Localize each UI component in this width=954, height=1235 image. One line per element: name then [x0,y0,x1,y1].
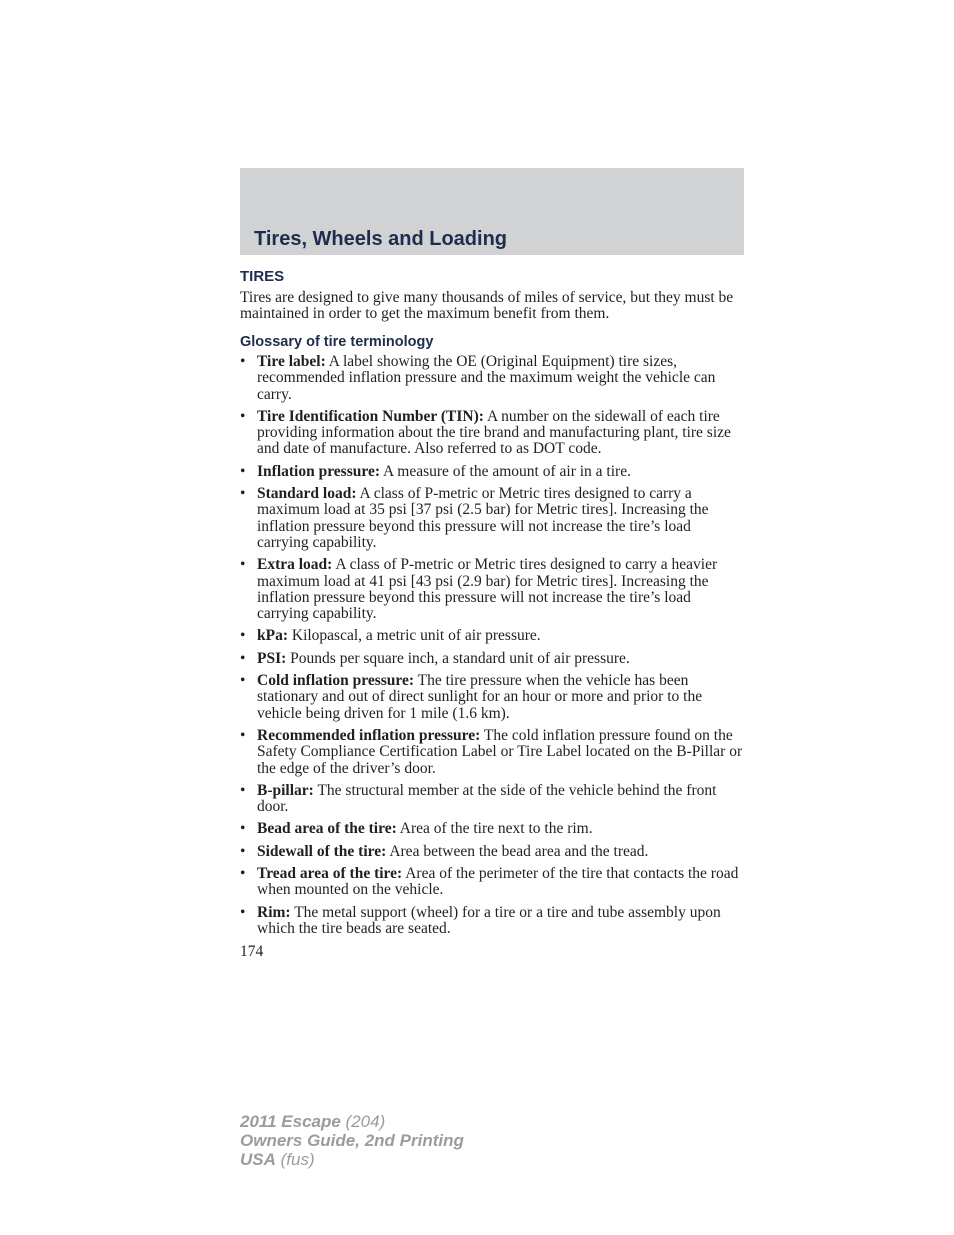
glossary-item [240,651,746,667]
glossary-definition: Area between the bead area and the tread. [389,842,649,860]
glossary-item [240,464,746,480]
glossary-term: Extra load: [257,556,333,574]
footer-market: USA [240,1150,276,1169]
bullet-icon: • [240,353,246,370]
glossary-definition: Kilopascal, a metric unit of air pressure. [291,627,541,645]
glossary-term: PSI: [257,649,287,667]
bullet-icon: • [240,627,246,645]
bullet-icon: • [240,485,246,503]
glossary-term: Tire label: [257,353,326,370]
glossary-item [240,628,746,644]
glossary-item [240,673,746,722]
footer-line-market [240,1150,464,1169]
glossary-item [240,557,746,622]
section-title: TIRES [240,268,285,285]
footer-model-code: (204) [340,1112,386,1131]
bullet-icon: • [240,781,246,799]
glossary-item [240,844,746,860]
glossary-term: Standard load: [257,485,357,503]
glossary-term: Cold inflation pressure: [257,672,415,690]
glossary-definition: Area of the tire next to the rim. [399,820,593,838]
bullet-icon: • [240,820,246,838]
glossary-item [240,486,746,551]
bullet-icon: • [240,462,246,480]
glossary-term: Inflation pressure: [257,462,381,480]
section-intro: Tires are designed to give many thousands of miles of service, but they must be maintained in order to get the maximum benefit from them. [240,289,734,322]
glossary-term: Sidewall of the tire: [257,842,387,860]
glossary-definition: A class of P-metric or Metric tires designed to carry a maximum load at 35 psi [37 psi (2.5 bar) for Metric tires]. Increasing the inflation pressure beyond this pressure will not increase the tire’s load carrying capability. [257,485,709,551]
bullet-icon: • [240,649,246,667]
footer-model: 2011 Escape [240,1112,341,1131]
document-footer [240,1112,464,1169]
glossary-definition: The cold inflation pressure found on the Safety Compliance Certification Label or Tire Label located on the B-Pillar or the edge of the driver’s door. [257,726,743,777]
glossary-item [240,354,746,403]
page-number: 174 [240,943,264,961]
bullet-icon: • [240,726,246,744]
glossary-term: Bead area of the tire: [257,820,397,838]
glossary-definition: Area of the perimeter of the tire that contacts the road when mounted on the vehicle. [257,865,739,899]
glossary-term: Tread area of the tire: [257,865,403,883]
glossary-definition: A number on the sidewall of each tire providing information about the tire brand and manufacturing plant, tire size and date of manufacture. Also referred to as DOT code. [257,407,731,458]
footer-market-code: (fus) [275,1150,315,1169]
page-content [240,268,746,961]
glossary-item [240,905,746,938]
glossary-definition: The structural member at the side of the vehicle behind the front door. [257,781,717,816]
bullet-icon: • [240,672,246,690]
glossary-definition: A measure of the amount of air in a tire. [383,462,631,480]
glossary-definition: A class of P-metric or Metric tires designed to carry a heavier maximum load at 41 psi [43 psi (2.9 bar) for Metric tires]. Increasing the inflation pressure beyond this pressure will not increase the tire’s load carrying capability. [257,556,718,623]
bullet-icon: • [240,865,246,883]
glossary-definition: A label showing the OE (Original Equipment) tire sizes, recommended inflation pressure and the maximum weight the vehicle can carry. [257,353,716,403]
glossary-item [240,728,746,777]
glossary-term: B-pillar: [257,781,314,799]
glossary-definition: Pounds per square inch, a standard unit of air pressure. [290,649,630,667]
chapter-title: Tires, Wheels and Loading [254,228,508,250]
glossary-term: kPa: [257,627,288,645]
glossary-title: Glossary of tire terminology [240,334,434,350]
glossary-definition: The metal support (wheel) for a tire or a tire and tube assembly upon which the tire beads are seated. [257,903,721,937]
footer-printing: Owners Guide, 2nd Printing [240,1131,464,1150]
glossary-term: Tire Identification Number (TIN): [257,407,484,425]
glossary-term: Rim: [257,903,291,921]
bullet-icon: • [240,842,246,860]
bullet-icon: • [240,407,246,425]
glossary-item [240,409,746,458]
footer-line-model [240,1112,464,1131]
bullet-icon: • [240,556,246,574]
glossary-definition: The tire pressure when the vehicle has been stationary and out of direct sunlight for an hour or more and prior to the vehicle being driven for 1 mile (1.6 km). [257,672,703,722]
glossary-item [240,821,746,837]
glossary-list [240,354,746,937]
glossary-item [240,866,746,899]
glossary-term: Recommended inflation pressure: [257,726,481,744]
glossary-item [240,783,746,816]
chapter-header-band [240,168,744,255]
bullet-icon: • [240,903,246,921]
